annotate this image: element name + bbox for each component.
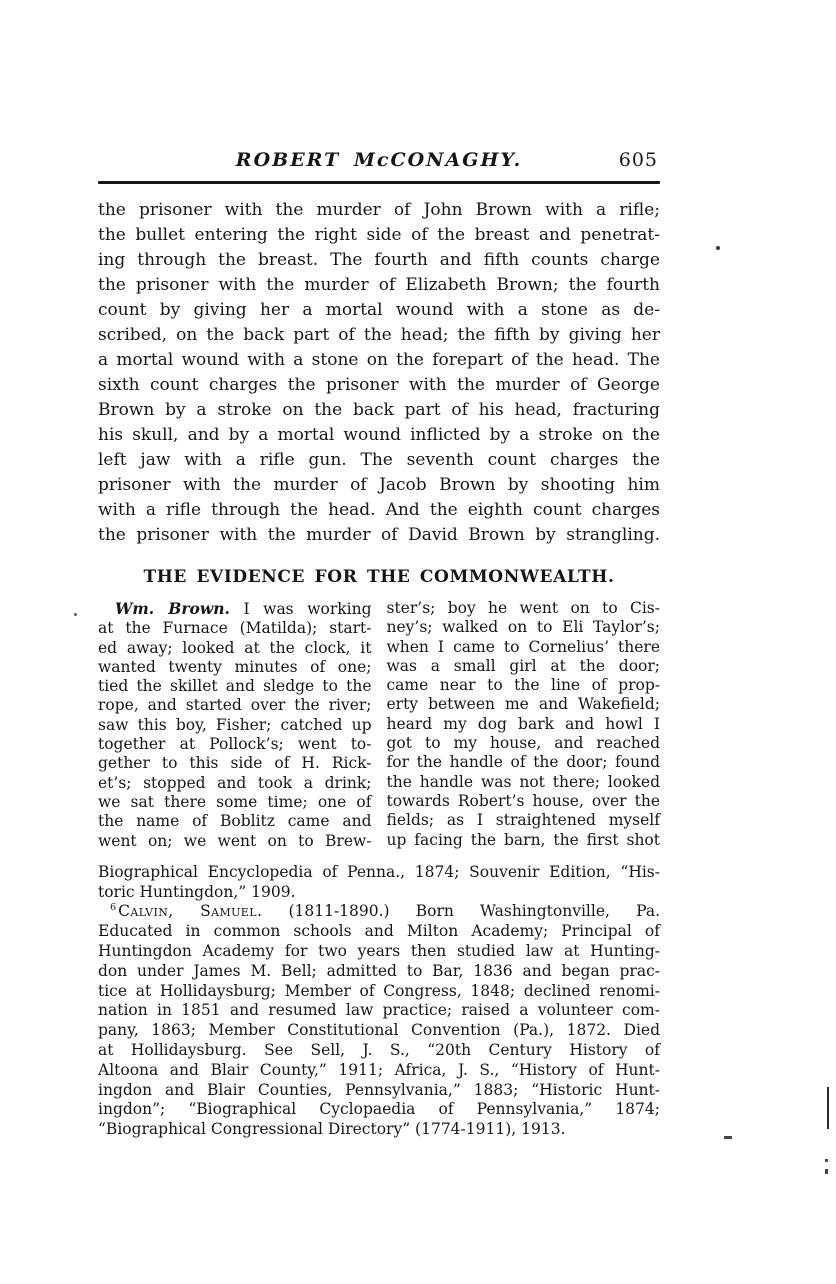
text-line: don under James M. Bell; admitted to Bar, 1836 and began prac- (98, 961, 660, 980)
testimony-first-line-text: I was working (243, 600, 372, 618)
text-line: et’s; stopped and took a drink; (98, 773, 372, 792)
text-line: Educated in common schools and Milton Academy; Principal of (98, 922, 660, 941)
text-line: came near to the line of prop- (386, 676, 660, 695)
text-line: saw this boy, Fisher; catched up (98, 715, 372, 734)
text-line: scribed, on the back part of the head; the fifth by giving her (98, 325, 660, 345)
text-line: tied the skillet and sledge to the (98, 677, 372, 696)
text-line: was a small girl at the door; (386, 656, 660, 675)
scan-artifact-dot (825, 1169, 828, 1174)
text-line: fields; as I straightened myself (386, 811, 660, 830)
footnote-continuation (98, 863, 660, 903)
footnote-entry (98, 902, 660, 1140)
scan-artifact-dot (716, 246, 720, 250)
text-line: pany, 1863; Member Constitutional Convention (Pa.), 1872. Died (98, 1021, 660, 1040)
text-line: went on; we went on to Brew- (98, 831, 372, 850)
text-line: when I came to Cornelius’ there (386, 637, 660, 656)
running-title: ROBERT McCONAGHY. (235, 149, 523, 171)
section-heading: THE EVIDENCE FOR THE COMMONWEALTH. (143, 567, 615, 587)
text-line: wanted twenty minutes of one; (98, 657, 372, 676)
footnote-entry-lines (98, 922, 660, 1140)
scan-artifact-dot (74, 613, 77, 616)
footnotes (98, 863, 660, 1140)
text-line: with a rifle through the head. And the eighth count charges (98, 500, 660, 520)
page-header (98, 148, 660, 172)
page-number: 605 (618, 149, 658, 171)
witness-name: Wm. Brown. (115, 599, 230, 618)
footnote-marker: 6 (110, 902, 117, 914)
footnote-entry-first-line-text: (1811-1890.) Born Washingtonville, Pa. (288, 902, 660, 921)
text-line: Huntingdon Academy for two years then studied law at Hunting- (98, 942, 660, 961)
text-line: towards Robert’s house, over the (386, 791, 660, 810)
text-line: the bullet entering the right side of the breast and penetrat- (98, 225, 660, 245)
text-line: for the handle of the door; found (386, 753, 660, 772)
text-line: got to my house, and reached (386, 734, 660, 753)
text-line: sixth count charges the prisoner with the murder of George (98, 375, 660, 395)
text-line (98, 902, 660, 922)
text-line: tice at Hollidaysburg; Member of Congress, 1848; declined renomi- (98, 981, 660, 1000)
text-line: ingdon”; “Biographical Cyclopaedia of Pennsylvania,” 1874; (98, 1100, 660, 1119)
text-line: “Biographical Congressional Directory” (1774-1911), 1913. (98, 1120, 566, 1139)
text-line: rope, and started over the river; (98, 696, 372, 715)
text-line: count by giving her a mortal wound with a stone as de- (98, 300, 660, 320)
text-line (98, 599, 372, 619)
text-line: Biographical Encyclopedia of Penna., 1874; Souvenir Edition, “His- (98, 862, 660, 881)
text-line: ing through the breast. The fourth and fifth counts charge (98, 250, 660, 270)
text-line: gether to this side of H. Rick- (98, 754, 372, 773)
text-line: ster’s; boy he went on to Cis- (386, 599, 660, 617)
text-line: Brown by a stroke on the back part of his head, fracturing (98, 400, 660, 420)
page-content (98, 0, 660, 1140)
scan-artifact-dash (724, 1136, 732, 1139)
text-line: the handle was not there; looked (386, 772, 660, 791)
text-line: toric Huntingdon,” 1909. (98, 882, 296, 901)
text-line: the name of Boblitz came and (98, 812, 372, 831)
scan-artifact-line (827, 1087, 829, 1129)
testimony-column-left (98, 599, 372, 851)
testimony-left-lines (98, 619, 372, 851)
text-line: erty between me and Wakefield; (386, 695, 660, 714)
footnote-entry-name: Calvin, Samuel. (118, 902, 263, 921)
testimony-columns (98, 599, 660, 851)
text-line: at Hollidaysburg. See Sell, J. S., “20th Century History of (98, 1041, 660, 1060)
text-line: left jaw with a rifle gun. The seventh count charges the (98, 450, 660, 470)
text-line: nation in 1851 and resumed law practice; raised a volunteer com- (98, 1001, 660, 1020)
header-rule (98, 181, 660, 184)
text-line: a mortal wound with a stone on the forepart of the head. The (98, 350, 660, 370)
text-line: at the Furnace (Matilda); start- (98, 619, 372, 638)
text-line: his skull, and by a mortal wound inflicted by a stroke on the (98, 425, 660, 445)
text-line: we sat there some time; one of (98, 792, 372, 811)
scan-artifact-dot (825, 1159, 828, 1162)
text-line: Altoona and Blair County,” 1911; Africa, J. S., “History of Hunt- (98, 1060, 660, 1079)
indictment-paragraph (98, 198, 660, 548)
text-line: ed away; looked at the clock, it (98, 638, 372, 657)
text-line: the prisoner with the murder of Elizabeth Brown; the fourth (98, 275, 660, 295)
text-line: the prisoner with the murder of John Brown with a rifle; (98, 200, 660, 220)
text-line: the prisoner with the murder of David Brown by strangling. (98, 525, 660, 545)
text-line: heard my dog bark and howl I (386, 714, 660, 733)
text-line: prisoner with the murder of Jacob Brown by shooting him (98, 475, 660, 495)
text-line: together at Pollock’s; went to- (98, 735, 372, 754)
text-line: ney’s; walked on to Eli Taylor’s; (386, 618, 660, 637)
testimony-right-lines (387, 599, 661, 850)
text-line: ingdon and Blair Counties, Pennsylvania,” 1883; “Historic Hunt- (98, 1080, 660, 1099)
text-line: up facing the barn, the first shot (386, 830, 660, 849)
testimony-column-right (387, 599, 661, 851)
